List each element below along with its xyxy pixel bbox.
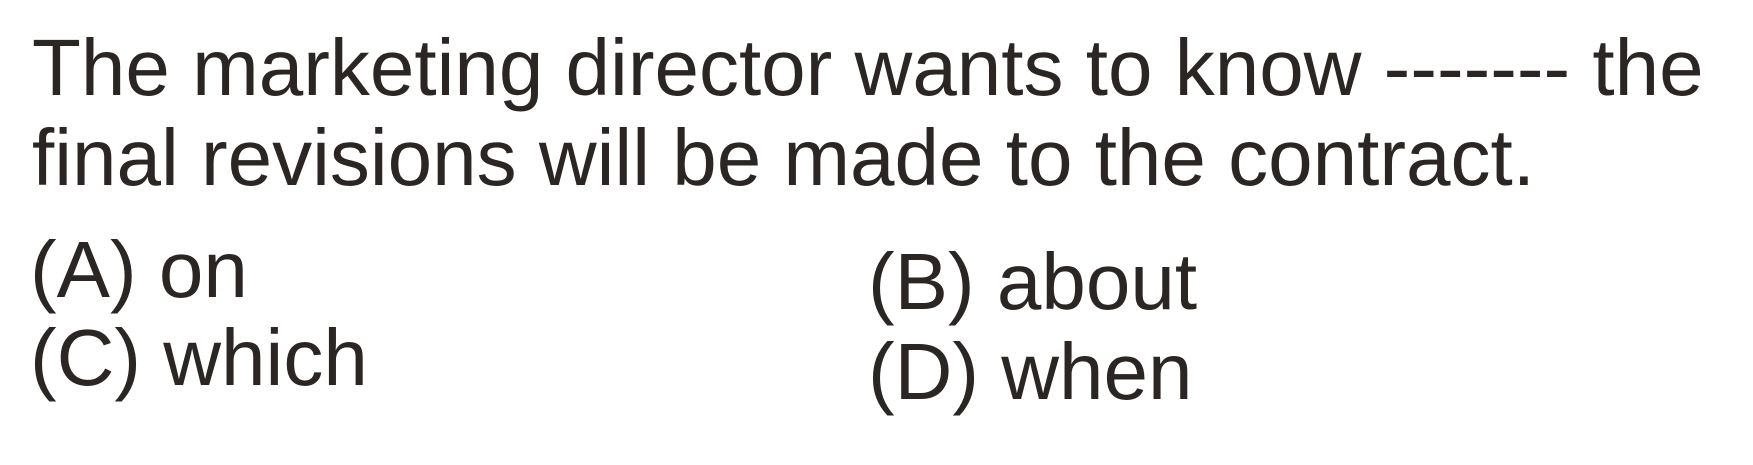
choice-a: (A) on bbox=[30, 225, 248, 314]
choice-c: (C) which bbox=[30, 313, 368, 402]
choice-d: (D) when bbox=[868, 327, 1193, 416]
question-text-line-1: The marketing director wants to know ------- the bbox=[32, 23, 1704, 112]
question-text-line-2: final revisions will be made to the contract. bbox=[32, 113, 1535, 202]
choice-b: (B) about bbox=[868, 237, 1198, 326]
